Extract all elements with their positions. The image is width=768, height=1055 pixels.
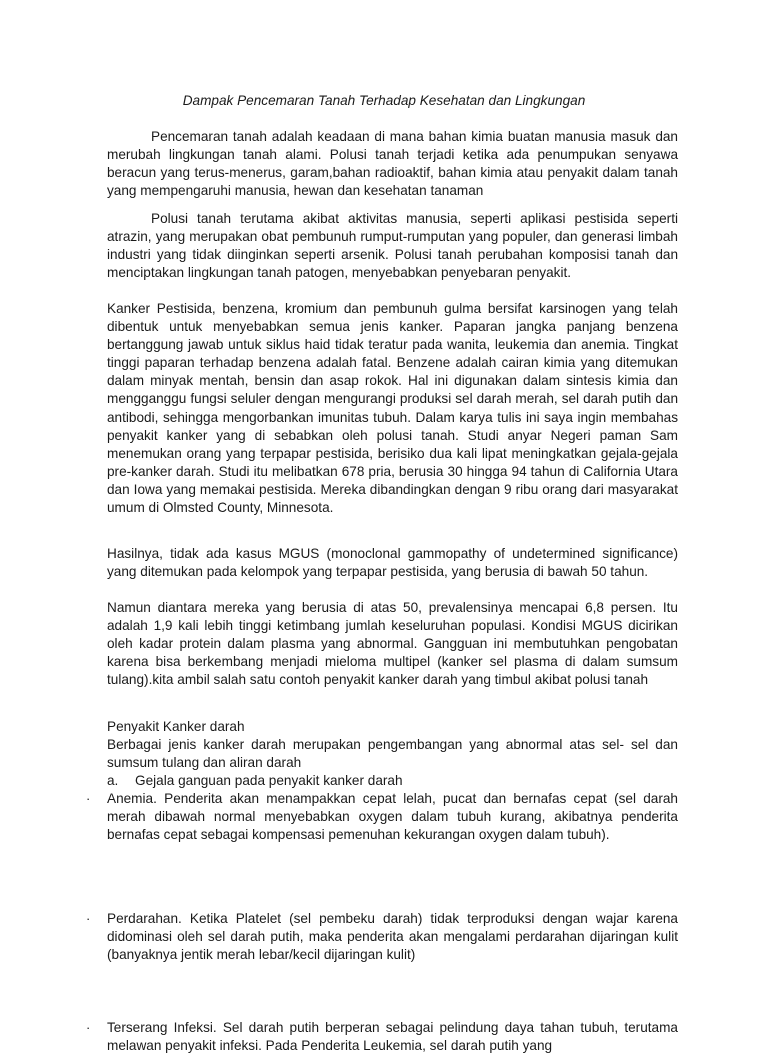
sub-item-label: a. [107,773,119,788]
bullet-marker: · [86,1019,91,1035]
bullet-item [86,790,678,844]
bullet-text: Terserang Infeksi. Sel darah putih berperan sebagai pelindung daya tahan tubuh, terutama melawan penyakit infeksi. Pada Penderita Leukemia, sel darah putih yang [107,1019,678,1053]
bullet-text: Anemia. Penderita akan menampakkan cepat lelah, pucat dan bernafas cepat (sel darah merah dibawah normal menyebabkan oxygen dalam tubuh kurang, akibatnya penderita bernafas cepat sebagai kompensasi pemenuhan kekurangan oxygen dalam tubuh). [107,791,678,843]
bullet-item [86,910,678,964]
paragraph-1: Pencemaran tanah adalah keadaan di mana bahan kimia buatan manusia masuk dan merubah lingkungan tanah alami. Polusi tanah terjadi ketika ada penumpukan senyawa beracun yang terus-menerus, garam,bahan radioaktif, bahan kimia atau penyakit dalam tanah yang mempengaruhi manusia, hewan dan kesehatan tanaman [107,129,678,199]
page-title: Dampak Pencemaran Tanah Terhadap Kesehatan dan Lingkungan [182,93,586,108]
paragraph-3: Kanker Pestisida, benzena, kromium dan pembunuh gulma bersifat karsinogen yang telah dibentuk untuk menyebabkan semua jenis kanker. Paparan jangka panjang benzena bertanggung jawab untuk siklus haid tidak teratur pada wanita, leukemia dan anemia. Tingkat tinggi paparan terhadap benzena adalah fatal. Benzene adalah cairan kimia yang ditemukan dalam minyak mentah, bensin dan asap rokok. Hal ini digunakan dalam sintesis kimia dan mengganggu fungsi seluler dengan mengurangi produksi sel darah merah, sel darah putih dan antibodi, sehingga mengorbankan imunitas tubuh. Dalam karya tulis ini saya ingin membahas penyakit kanker yang di sebabkan oleh polusi tanah. Studi anyar Negeri paman Sam menemukan orang yang terpapar pestisida, berisiko dua kali lipat meningkatkan gejala-gejala pre-kanker darah. Studi itu melibatkan 678 pria, berusia 30 hingga 94 tahun di California Utara dan Iowa yang memakai pestisida. Mereka dibandingkan dengan 9 ribu orang dari masyarakat umum di Olmsted County, Minnesota. [107,301,678,516]
sub-item-text: Gejala ganguan pada penyakit kanker darah [135,773,403,788]
paragraph-2: Polusi tanah terutama akibat aktivitas manusia, seperti aplikasi pestisida seperti atrazin, yang merupakan obat pembunuh rumput-rumputan yang populer, dan generasi limbah industri yang tidak diinginkan seperti arsenik. Polusi tanah perubahan komposisi tanah dan menciptakan lingkungan tanah patogen, menyebabkan penyebaran penyakit. [107,211,678,281]
bullet-marker: · [86,911,91,927]
sub-item [107,772,678,790]
paragraph-4: Hasilnya, tidak ada kasus MGUS (monoclonal gammopathy of undetermined significance) yang ditemukan pada kelompok yang terpapar pestisida, yang berusia di bawah 50 tahun. [107,546,678,580]
paragraph-5: Namun diantara mereka yang berusia di atas 50, prevalensinya mencapai 6,8 persen. Itu adalah 1,9 kali lebih tinggi ketimbang jumlah keseluruhan populasi. Kondisi MGUS dicirikan oleh kadar protein dalam plasma yang abnormal. Gangguan ini membutuhkan pengobatan karena bisa berkembang menjadi mieloma multipel (kanker sel plasma di dalam sumsum tulang).kita ambil salah satu contoh penyakit kanker darah yang timbul akibat polusi tanah [107,600,678,688]
section-heading: Penyakit Kanker darah [107,719,245,734]
bullet-text: Perdarahan. Ketika Platelet (sel pembeku darah) tidak terproduksi dengan wajar karena didominasi oleh sel darah putih, maka penderita akan mengalami perdarahan dijaringan kulit (banyaknya jentik merah lebar/kecil dijaringan kulit) [107,911,678,963]
bullet-marker: · [86,791,91,806]
paragraph-7: Berbagai jenis kanker darah merupakan pengembangan yang abnormal atas sel- sel dan sumsum tulang dan aliran darah [107,737,678,771]
